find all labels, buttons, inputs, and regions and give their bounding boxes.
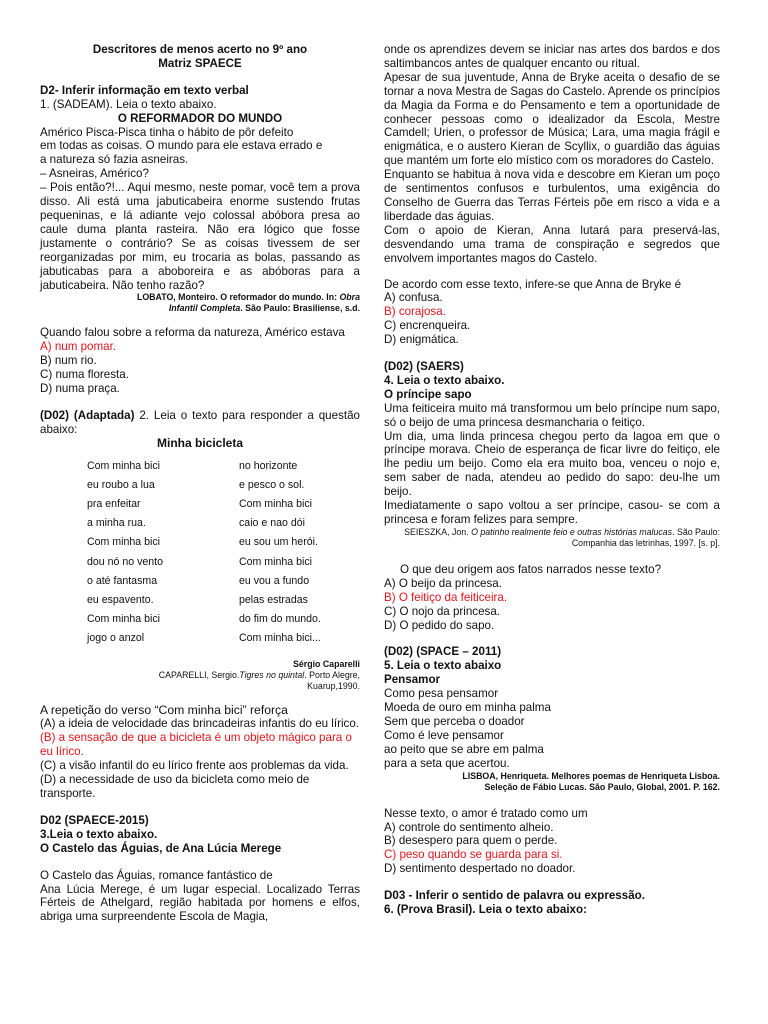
- text-paragraph: Uma feiticeira muito má transformou um belo príncipe num sapo, só o beijo de uma princesa desmancharia o feitiço.: [384, 401, 720, 429]
- answer-option: D) sentimento despertado no doador.: [384, 862, 576, 876]
- answer-option: C) peso quando se guarda para si.: [384, 848, 563, 862]
- poem-verse: a minha rua.: [87, 517, 146, 530]
- poem-verse: e pesco o sol.: [239, 478, 305, 491]
- answer-option: B) desespero para quem o perde.: [384, 834, 558, 848]
- answer-option: (C) a visão infantil do eu lírico frente aos problemas da vida.: [40, 759, 349, 773]
- poem-verse: Como pesa pensamor: [384, 687, 499, 701]
- header-line-1: Descritores de menos acerto no 9º ano: [92, 43, 308, 56]
- answer-option: (B) a sensação de que a bicicleta é um objeto mágico para o eu lírico.: [40, 731, 352, 759]
- q4-text: [384, 402, 720, 527]
- q1-text-3: – Asneiras, Américo?: [40, 167, 149, 181]
- q2-options: [40, 717, 360, 800]
- q4-heading-2: 4. Leia o texto abaixo.: [384, 373, 505, 387]
- text-paragraph: onde os aprendizes devem se iniciar nas artes dos bardos e dos saltimbancos antes de qualquer encanto ou ritual.: [384, 43, 720, 70]
- q1-text-2: a natureza só fazia asneiras.: [40, 153, 189, 167]
- poem-verse: Moeda de ouro em minha palma: [384, 701, 551, 715]
- q3-text: Ana Lúcia Merege, é um lugar especial. Localizado Terras Férteis de Athelgard, região habitada por homens e elfos, abriga uma surpreendente Escola de Magia,: [40, 882, 360, 924]
- q4-heading-1: (D02) (SAERS): [384, 360, 464, 374]
- poem-verse: Com minha bici: [87, 536, 161, 549]
- q5-poem: [384, 687, 720, 770]
- left-column: [40, 0, 360, 924]
- answer-option: D) O pedido do sapo.: [384, 618, 495, 632]
- q3-heading-2: 3.Leia o texto abaixo.: [40, 827, 158, 841]
- q5-citation: LISBOA, Henriqueta. Melhores poemas de Henriqueta Lisboa. Seleção de Fábio Lucas. São Paulo, Global, 2001. P. 162.: [462, 770, 720, 792]
- answer-option: B) num rio.: [40, 354, 97, 368]
- poem-verse: Com minha bici...: [239, 632, 321, 645]
- answer-option: (A) a ideia de velocidade das brincadeiras infantis do eu lírico.: [40, 717, 360, 731]
- q1-title: O REFORMADOR DO MUNDO: [117, 111, 283, 125]
- poem-verse: no horizonte: [239, 459, 298, 472]
- answer-option: B) O feitiço da feiticeira.: [384, 590, 508, 604]
- answer-option: C) numa floresta.: [40, 368, 129, 382]
- poem-verse: ao peito que se abre em palma: [384, 742, 544, 756]
- answer-option: D) enigmática.: [384, 333, 459, 347]
- q1-text-4: – Pois então?!... Aqui mesmo, neste pomar, você tem a prova disso. Ali está uma jabuticabeira enorme sustendo frutas pequeninas, e lá adiante vejo colossal abóbora presa ao caule duma planta rasteira. Não era lógico que fosse justamente o contrário? Se as coisas tivessem de ser reorganizadas por mim, eu trocaria as bolas, passando as jabuticabas para a aboboreira e as abóboras para a jabuticabeira. Não tenho razão?: [40, 181, 360, 292]
- answer-option: C) encrenqueira.: [384, 319, 471, 333]
- poem-verse: Sem que perceba o doador: [384, 714, 525, 728]
- poem-verse: jogo o anzol: [87, 632, 145, 645]
- answer-option: A) O beijo da princesa.: [384, 576, 502, 590]
- poem-verse: caio e nao dói: [239, 517, 305, 530]
- answer-option: D) numa praça.: [40, 382, 120, 396]
- poem-verse: eu vou a fundo: [239, 574, 310, 587]
- d2-heading: D2- Inferir informação em texto verbal: [40, 83, 249, 97]
- poem-right-stanza: [239, 457, 379, 649]
- q4-citation: SEIESZKA, Jon. O patinho realmente feio e outras histórias malucas. São Paulo: Companhia das letrinhas, 1997. [s. p].: [404, 526, 720, 548]
- q3-heading-1: D02 (SPAECE-2015): [40, 813, 149, 827]
- q4-question: O que deu origem aos fatos narrados nesse texto?: [400, 562, 662, 576]
- q6-heading: 6. (Prova Brasil). Leia o texto abaixo:: [384, 903, 587, 917]
- q2-poem: [87, 457, 360, 649]
- poem-verse: para a seta que acertou.: [384, 756, 510, 770]
- q5-heading-3: Pensamor: [384, 673, 441, 687]
- answer-option: C) O nojo da princesa.: [384, 604, 500, 618]
- poem-verse: eu roubo a lua: [87, 478, 155, 491]
- q1-options: [40, 340, 360, 396]
- text-paragraph: Um dia, uma linda princesa chegou perto da lagoa em que o príncipe morava. Cheio de esperança de ficar livre do feitiço, ele lhe pediu um beijo. Como ela era muito boa, venceu o nojo e, sem saber de nada, atendeu ao pedido do sapo: deu-lhe um beijo.: [384, 429, 720, 499]
- poem-verse: pra enfeitar: [87, 498, 141, 511]
- answer-option: A) controle do sentimento alheio.: [384, 820, 554, 834]
- d3-heading: D03 - Inferir o sentido de palavra ou expressão.: [384, 889, 645, 903]
- answer-option: B) corajosa.: [384, 305, 446, 319]
- poem-verse: Com minha bici: [239, 555, 313, 568]
- text-paragraph: Enquanto se habitua à nova vida e descobre em Kieran um poço de sentimentos confusos e turbulentos, uma exigência do Conselho de Guerra das Terras Férteis põe em risco a vida e a liberdade das águias.: [384, 168, 720, 223]
- q5-heading-2: 5. Leia o texto abaixo: [384, 659, 502, 673]
- q5-options: [384, 821, 720, 877]
- q2-poem-title: Minha bicicleta: [156, 435, 244, 450]
- q3-question: De acordo com esse texto, infere-se que Anna de Bryke é: [384, 277, 682, 291]
- q3-text-line-1: O Castelo das Águias, romance fantástico de: [40, 868, 273, 882]
- poem-verse: eu espavento.: [87, 593, 154, 606]
- q5-heading-1: (D02) (SPACE – 2011): [384, 645, 502, 659]
- poem-verse: Com minha bici: [87, 613, 161, 626]
- q1-intro: 1. (SADEAM). Leia o texto abaixo.: [40, 97, 217, 111]
- q5-question: Nesse texto, o amor é tratado como um: [384, 806, 588, 820]
- q2-question: A repetição do verso “Com minha bici” reforça: [40, 702, 288, 717]
- right-column: [384, 0, 720, 917]
- q3-options: [384, 291, 720, 347]
- q4-heading-3: O príncipe sapo: [384, 387, 472, 401]
- q3-heading-3: O Castelo das Águias, de Ana Lúcia Merege: [40, 841, 282, 855]
- q2-citation: CAPARELLI, Sergio.Tigres no quintal. Porto Alegre, Kuarup,1990.: [158, 669, 360, 691]
- q1-text-1: em todas as coisas. O mundo para ele estava errado e: [40, 139, 323, 153]
- text-paragraph: Com o apoio de Kieran, Anna lutará para preservá-las, desvendando uma trama de conspiração e segredos que envolvem importantes magos do Castelo.: [384, 223, 720, 265]
- poem-verse: Como é leve pensamor: [384, 728, 504, 742]
- q2-intro: (D02) (Adaptada) 2. Leia o texto para responder a questão abaixo:: [40, 408, 360, 436]
- poem-verse: eu sou um herói.: [239, 536, 318, 549]
- q3-text-continued: [384, 43, 720, 266]
- poem-left-stanza: [87, 457, 239, 649]
- header-line-2: Matriz SPAECE: [158, 56, 242, 70]
- poem-verse: dou nó no vento: [87, 555, 163, 568]
- poem-verse: do fim do mundo.: [239, 613, 321, 626]
- poem-verse: Com minha bici: [239, 498, 313, 511]
- answer-option: (D) a necessidade de uso da bicicleta como meio de transporte.: [40, 773, 310, 800]
- answer-option: A) confusa.: [384, 291, 443, 305]
- poem-verse: o até fantasma: [87, 574, 158, 587]
- q1-text-0: Américo Pisca-Pisca tinha o hábito de pôr defeito: [40, 125, 294, 139]
- poem-verse: pelas estradas: [239, 593, 308, 606]
- q1-citation: LOBATO, Monteiro. O reformador do mundo. In: Obra Infantil Completa. São Paulo: Brasiliense, s.d.: [136, 292, 360, 314]
- q4-options: [384, 577, 720, 633]
- answer-option: A) num pomar.: [40, 340, 117, 354]
- poem-verse: Com minha bici: [87, 459, 161, 472]
- text-paragraph: Imediatamente o sapo voltou a ser príncipe, casou- se com a princesa e foram felizes para sempre.: [384, 499, 720, 526]
- q1-question: Quando falou sobre a reforma da natureza, Américo estava: [40, 326, 345, 340]
- q2-author: Sérgio Caparelli: [293, 658, 360, 669]
- text-paragraph: Apesar de sua juventude, Anna de Bryke aceita o desafio de se tornar a nova Mestra de Sagas do Castelo. Aprende os princípios da Magia da Forma e do Pensamento e tem a oportunidade de conhecer pessoas como o idealizador da Escola, Mestre Camdell; Urien, o professor de Música; Lara, uma magia frágil e enigmática, e o austero Kieran de Scyllix, o guardião das águias que mantém um forte elo místico com os moradores do Castelo.: [384, 70, 720, 168]
